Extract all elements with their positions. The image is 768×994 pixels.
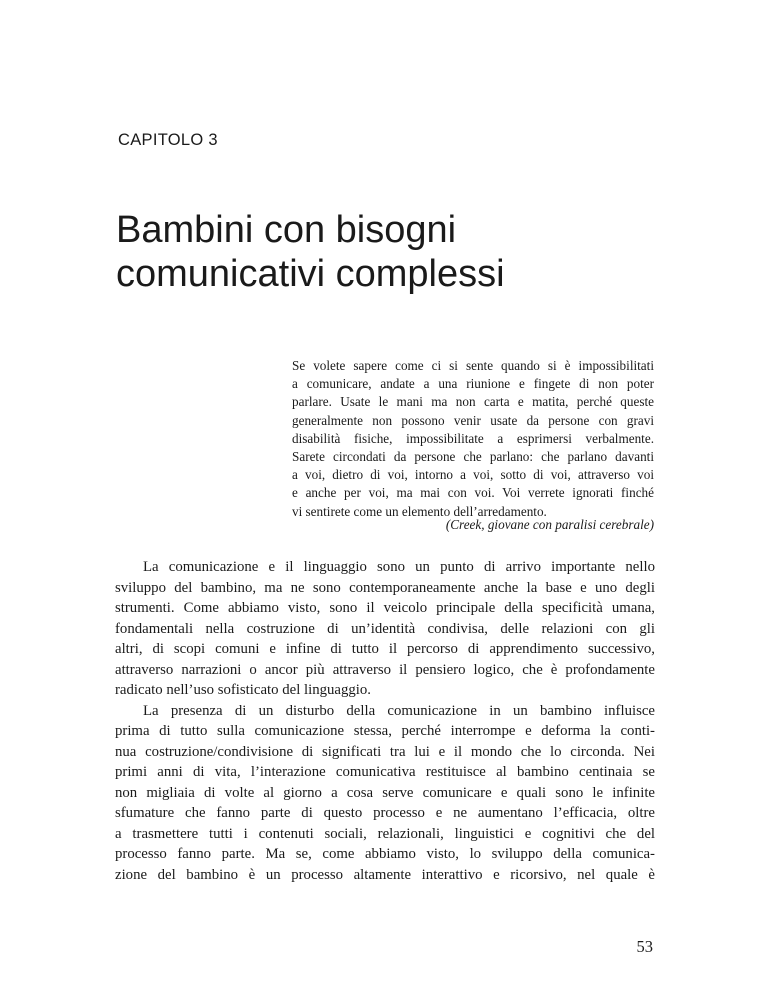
- body-line: nua costruzione/condivisione di significati tra lui e il mondo che lo circonda. Nei: [115, 743, 655, 760]
- body-line: La presenza di un disturbo della comunicazione in un bambino influisce: [143, 702, 655, 719]
- body-line: a trasmettere tutti i contenuti sociali, relazionali, linguistici e cognitivi che del: [115, 825, 655, 842]
- body-line: radicato nell’uso sofisticato del linguaggio.: [115, 682, 372, 698]
- chapter-label: CAPITOLO 3: [118, 131, 218, 149]
- body-line: prima di tutto sulla comunicazione stessa, perché interrompe e deforma la conti-: [115, 723, 655, 739]
- body-line: strumenti. Come abbiamo visto, sono il veicolo principale della specificità umana,: [115, 600, 655, 616]
- epigraph-line: a comunicare, andate a una riunione e fingete di non poter: [292, 376, 654, 392]
- body-line: primi anni di vita, l’interazione comunicativa restituisce al bambino centinaia se: [115, 764, 655, 780]
- body-line: sviluppo del bambino, ma ne sono contemporaneamente anche la base e uno degli: [115, 579, 655, 596]
- epigraph-line: e anche per voi, ma mai con voi. Voi verrete ignorati finché: [292, 485, 654, 501]
- epigraph-attribution: (Creek, giovane con paralisi cerebrale): [445, 517, 654, 532]
- epigraph-line: parlare. Usate le mani ma non carta e matita, perché queste: [292, 394, 654, 410]
- chapter-title-line: Bambini con bisogni: [116, 209, 457, 251]
- body-line: processo fanno parte. Ma se, come abbiamo visto, lo sviluppo della comunica-: [115, 846, 655, 862]
- body-line: non migliaia di volte al giorno a cosa serve comunicare e quali sono le infinite: [115, 784, 655, 801]
- body-line: fondamentali nella costruzione di un’identità condivisa, delle relazioni con gli: [115, 620, 655, 637]
- body-line: attraverso narrazioni o ancor più attraverso il pensiero logico, che è profondamente: [115, 661, 655, 678]
- epigraph-line: a voi, dietro di voi, intorno a voi, sotto di voi, attraverso voi: [292, 467, 654, 483]
- chapter-title: [116, 208, 676, 296]
- body-text: [115, 557, 655, 885]
- chapter-title-line: comunicativi complessi: [116, 253, 505, 295]
- epigraph-line: Sarete circondati da persone che parlano: che parlano davanti: [292, 449, 654, 465]
- body-line: sfumature che fanno parte di questo processo e ne aumentano l’efficacia, oltre: [115, 805, 655, 821]
- body-line: La comunicazione e il linguaggio sono un punto di arrivo importante nello: [143, 559, 655, 575]
- body-line: altri, di scopi comuni e infine di tutto il percorso di apprendimento successivo,: [115, 641, 655, 657]
- body-line: zione del bambino è un processo altamente interattivo e ricorsivo, nel quale è: [115, 866, 655, 883]
- epigraph-line: Se volete sapere come ci si sente quando si è impossibilitati: [292, 358, 654, 373]
- epigraph-quote: [292, 357, 654, 521]
- epigraph-line: disabilità fisiche, impossibilitate a esprimersi verbalmente.: [292, 430, 654, 446]
- epigraph-line: generalmente non possono venir usate da persone con gravi: [292, 412, 654, 428]
- epigraph-line: vi sentirete come un elemento dell’arredamento.: [292, 503, 547, 519]
- page-number: 53: [636, 937, 653, 956]
